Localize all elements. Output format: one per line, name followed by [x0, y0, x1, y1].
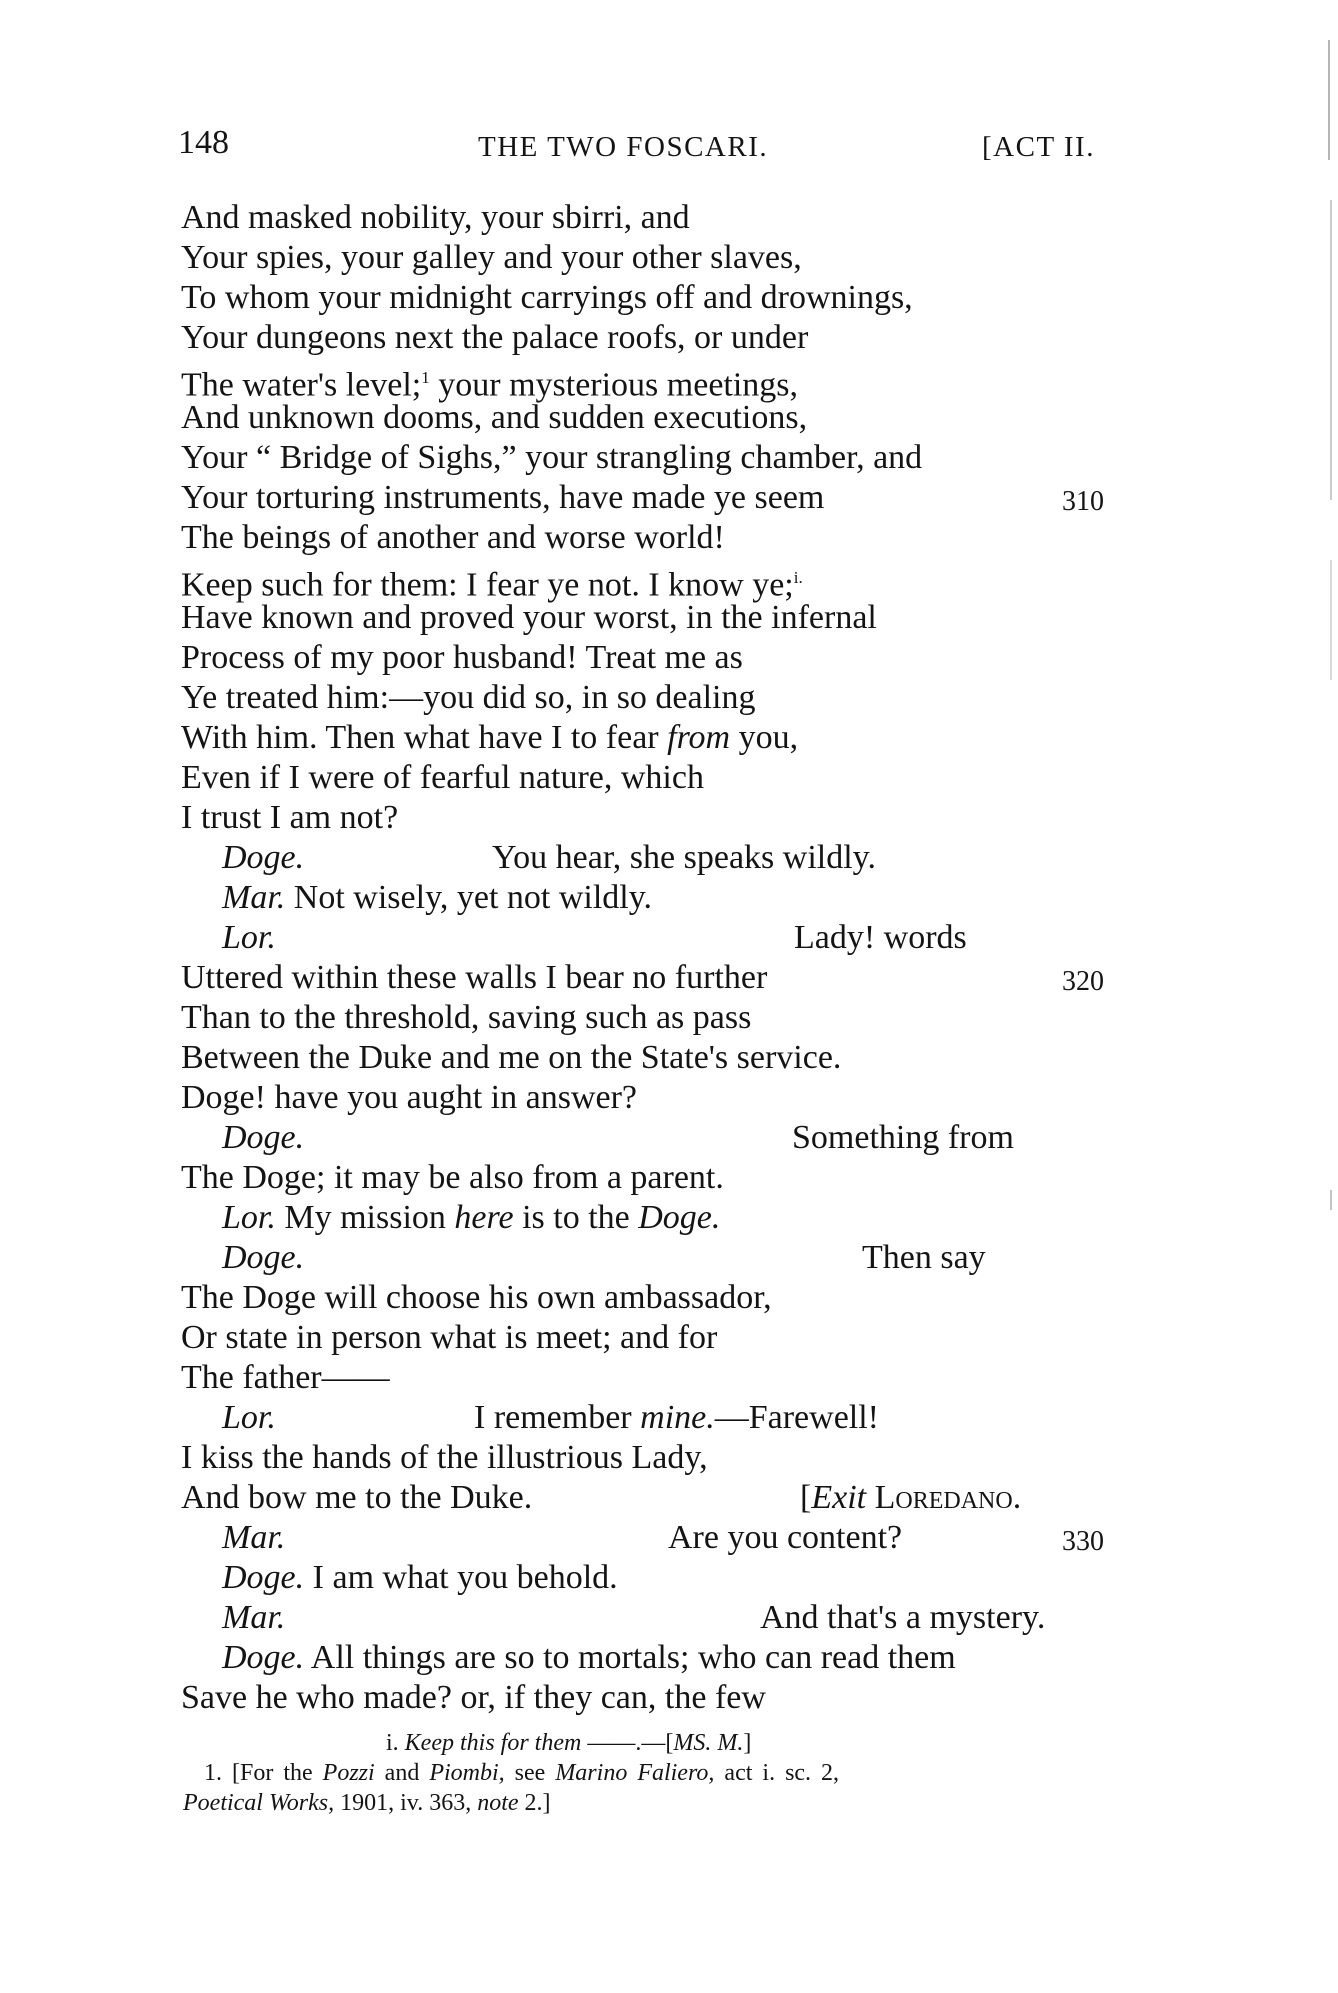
speech-line	[222, 918, 967, 958]
verse-line: Your torturing instruments, have made ye seem	[181, 479, 825, 516]
speaker-mar: Mar.	[222, 879, 286, 916]
verse-text: Keep such for them: I fear ye not. I know ye;	[181, 566, 794, 604]
verse-line: Uttered within these walls I bear no further	[181, 959, 768, 996]
line-number: 320	[1062, 966, 1104, 997]
verse-line: Your spies, your galley and your other slaves,	[181, 239, 802, 276]
note-text: and	[374, 1760, 430, 1786]
verse-text: Then say	[862, 1239, 986, 1276]
note-text: act i. sc. 2,	[714, 1760, 840, 1786]
speaker-doge: Doge.	[222, 1559, 305, 1596]
act-label: [ACT II.	[982, 131, 1095, 163]
note-text: [For the	[222, 1760, 323, 1786]
verse-text: The water's level;	[181, 366, 422, 404]
verse-line: The beings of another and worse world!	[181, 519, 725, 556]
verse-line: The Doge will choose his own ambassador,	[181, 1279, 772, 1316]
speech-line	[222, 1598, 1045, 1638]
verse-line	[181, 718, 798, 758]
verse-text: Not wisely, yet not wildly.	[293, 879, 653, 916]
emphasis: Doge.	[638, 1199, 721, 1236]
speaker-lor: Lor.	[222, 919, 276, 956]
note-emphasis: note	[477, 1790, 519, 1816]
verse-line: Than to the threshold, saving such as pass	[181, 999, 752, 1036]
verse-line: And bow me to the Duke.	[181, 1479, 533, 1516]
speaker-mar: Mar.	[222, 1519, 286, 1556]
page-number: 148	[178, 124, 229, 161]
verse-line: The Doge; it may be also from a parent.	[181, 1159, 724, 1196]
note-text: ]	[743, 1730, 752, 1756]
note-text: 2.]	[518, 1790, 551, 1816]
verse-text: you,	[730, 719, 799, 756]
note-emphasis: Marino Faliero,	[555, 1760, 715, 1786]
verse-line: Have known and proved your worst, in the infernal	[181, 599, 877, 636]
speech-line	[222, 1198, 720, 1238]
verse-line: Between the Duke and me on the State's service.	[181, 1039, 842, 1076]
speaker-lor: Lor.	[222, 1199, 276, 1236]
note-text: 1901, iv. 363,	[334, 1790, 478, 1816]
speech-line	[222, 1638, 956, 1678]
speaker-lor: Lor.	[222, 1399, 276, 1436]
verse-line: And masked nobility, your sbirri, and	[181, 199, 690, 236]
speech-line	[222, 1398, 879, 1438]
line-number: 310	[1062, 486, 1104, 517]
speaker-mar: Mar.	[222, 1599, 286, 1636]
line-number: 330	[1062, 1526, 1104, 1557]
verse-line: I kiss the hands of the illustrious Lady,	[181, 1439, 708, 1476]
verse-text: Lady! words	[794, 919, 967, 956]
running-title: THE TWO FOSCARI.	[478, 131, 769, 163]
stage-direction	[800, 1478, 1021, 1518]
verse-line: I trust I am not?	[181, 799, 399, 836]
verse-line: And unknown dooms, and sudden executions,	[181, 399, 808, 436]
verse-line: Even if I were of fearful nature, which	[181, 759, 704, 796]
stage-direction-name: Loredano.	[866, 1479, 1022, 1516]
verse-text	[474, 1399, 879, 1436]
verse-text: Are you content?	[668, 1519, 903, 1556]
verse-line: Your dungeons next the palace roofs, or under	[181, 319, 809, 356]
note-text: ——.—[	[581, 1730, 674, 1756]
verse-line: To whom your midnight carryings off and drownings,	[181, 279, 913, 316]
verse-text: I remember	[474, 1399, 641, 1436]
emphasis: here	[454, 1199, 514, 1236]
verse-text: You hear, she speaks wildly.	[492, 839, 876, 876]
verse-text: your mysterious meetings,	[429, 366, 799, 404]
note-emphasis: Poetical Works,	[183, 1790, 335, 1816]
verse-text: With him. Then what have I to fear	[181, 719, 668, 756]
stage-direction-bracket: [	[800, 1479, 812, 1516]
footnote-1-cont	[183, 1788, 551, 1818]
note-label: i.	[386, 1730, 399, 1756]
verse-line: Process of my poor husband! Treat me as	[181, 639, 743, 676]
variant-ref: i.	[793, 568, 803, 587]
verse-text: My mission	[284, 1199, 455, 1236]
note-emphasis: Keep this for them	[404, 1730, 582, 1756]
verse-line: Your “ Bridge of Sighs,” your strangling chamber, and	[181, 439, 923, 476]
speech-line	[222, 1518, 902, 1558]
verse-text: And that's a mystery.	[760, 1599, 1046, 1636]
verse-line: Or state in person what is meet; and for	[181, 1319, 718, 1356]
note-emphasis: MS. M.	[673, 1730, 744, 1756]
verse-line: Doge! have you aught in answer?	[181, 1079, 638, 1116]
emphasis: mine.	[640, 1399, 715, 1436]
scan-margin-mark	[1328, 40, 1330, 160]
verse-text: —Farewell!	[714, 1399, 880, 1436]
speaker-doge: Doge.	[222, 1239, 305, 1276]
speech-line	[222, 1558, 618, 1598]
emphasis: from	[667, 719, 731, 756]
scan-margin-mark	[1330, 560, 1332, 680]
speech-line	[222, 878, 652, 918]
footnote-ref: 1	[421, 368, 430, 387]
speech-line	[222, 1238, 986, 1278]
note-text: see	[504, 1760, 556, 1786]
variant-note	[386, 1728, 751, 1758]
verse-text: All things are so to mortals; who can read them	[310, 1639, 956, 1676]
verse-text: I am what you behold.	[312, 1559, 618, 1596]
note-label: 1.	[204, 1760, 222, 1786]
verse-text: Something from	[792, 1119, 1014, 1156]
stage-direction-exit: Exit	[811, 1479, 867, 1516]
verse-line: The father——	[181, 1359, 390, 1396]
scan-margin-mark	[1330, 1190, 1332, 1210]
footnote-1	[204, 1758, 839, 1788]
note-emphasis: Pozzi	[322, 1760, 375, 1786]
verse-text: is to the	[513, 1199, 639, 1236]
verse-line: Save he who made? or, if they can, the few	[181, 1679, 766, 1716]
verse-line: Ye treated him:—you did so, in so dealing	[181, 679, 756, 716]
speech-line	[222, 838, 876, 878]
scan-margin-mark	[1330, 200, 1332, 500]
speech-line	[222, 1118, 1014, 1158]
note-emphasis: Piombi,	[429, 1760, 505, 1786]
speaker-doge: Doge.	[222, 1119, 305, 1156]
speaker-doge: Doge.	[222, 1639, 305, 1676]
speaker-doge: Doge.	[222, 839, 305, 876]
